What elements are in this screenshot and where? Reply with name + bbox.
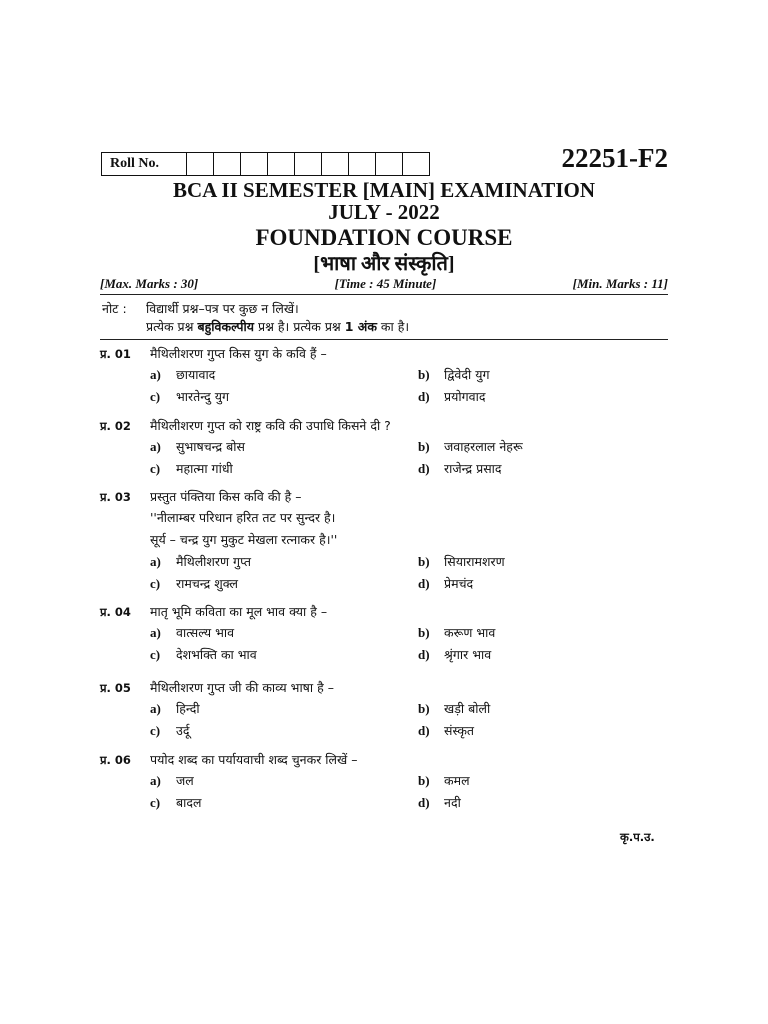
question-text: मैथिलीशरण गुप्त किस युग के कवि हैं – <box>150 346 327 361</box>
note-line-2: प्रत्येक प्रश्न बहुविकल्पीय प्रश्न है। प्रत्येक प्रश्न 1 अंक का है। <box>146 319 410 334</box>
question-number: प्र. 05 <box>100 681 131 695</box>
roll-number-cell <box>214 153 241 175</box>
option-d: d) प्रयोगवाद <box>418 389 486 404</box>
question-text: मैथिलीशरण गुप्त को राष्ट्र कवि की उपाधि किसने दी ? <box>150 418 391 433</box>
note-line-1: विद्यार्थी प्रश्न–पत्र पर कुछ न लिखें। <box>146 301 299 316</box>
quoted-verse-line: ''नीलाम्बर परिधान हरित तट पर सुन्दर है। <box>150 510 336 525</box>
roll-number-cell <box>241 153 268 175</box>
please-turn-over: कृ.प.उ. <box>620 830 655 844</box>
question-number: प्र. 01 <box>100 347 131 361</box>
question-text: मातृ भूमि कविता का मूल भाव क्या है – <box>150 604 328 619</box>
option-a: a) मैथिलीशरण गुप्त <box>150 554 252 569</box>
exam-title: BCA II SEMESTER [MAIN] EXAMINATION <box>173 178 595 202</box>
question-5 <box>100 678 668 741</box>
question-number: प्र. 02 <box>100 419 131 433</box>
option-c: c) उर्दू <box>150 723 190 738</box>
roll-number-cell <box>322 153 349 175</box>
roll-number-label: Roll No. <box>102 153 187 175</box>
option-b: b) करूण भाव <box>418 625 496 640</box>
option-a: a) जल <box>150 773 194 788</box>
roll-number-cell <box>295 153 322 175</box>
min-marks: [Min. Marks : 11] <box>572 276 668 291</box>
question-1 <box>100 344 668 407</box>
time-limit: [Time : 45 Minute] <box>334 276 437 291</box>
option-c: c) देशभक्ति का भाव <box>150 647 257 662</box>
subject-title: [भाषा और संस्कृति] <box>313 253 455 275</box>
divider <box>100 294 668 295</box>
option-b: b) द्विवेदी युग <box>418 367 490 382</box>
marks-row <box>100 276 668 292</box>
option-c: c) महात्मा गांधी <box>150 461 233 476</box>
option-d: d) प्रेमचंद <box>418 576 474 591</box>
roll-number-cell <box>376 153 403 175</box>
paper-code: 22251-F2 <box>561 143 668 173</box>
option-d: d) नदी <box>418 795 461 810</box>
max-marks: [Max. Marks : 30] <box>100 276 199 291</box>
question-text: मैथिलीशरण गुप्त जी की काव्य भाषा है – <box>150 680 334 695</box>
option-a: a) छायावाद <box>150 367 216 382</box>
option-c: c) बादल <box>150 795 202 810</box>
divider <box>100 339 668 340</box>
question-number: प्र. 03 <box>100 490 131 504</box>
note-label: नोट : <box>102 301 127 316</box>
course-title: FOUNDATION COURSE <box>255 225 513 250</box>
roll-number-cell <box>187 153 214 175</box>
question-number: प्र. 06 <box>100 753 131 767</box>
roll-number-cell <box>268 153 295 175</box>
option-c: c) भारतेन्दु युग <box>150 389 230 404</box>
quoted-verse-line: सूर्य – चन्द्र युग मुकुट मेखला रत्नाकर है।'' <box>150 532 338 547</box>
question-text: प्रस्तुत पंक्तिया किस कवि की है – <box>150 489 302 504</box>
instructions-note <box>102 300 409 336</box>
option-d: d) संस्कृत <box>418 723 475 738</box>
option-a: a) हिन्दी <box>150 701 200 716</box>
option-d: d) राजेन्द्र प्रसाद <box>418 461 502 476</box>
question-4 <box>100 602 668 665</box>
roll-number-cell <box>403 153 429 175</box>
option-b: b) कमल <box>418 773 470 788</box>
option-b: b) खड़ी बोली <box>418 701 491 716</box>
option-a: a) सुभाषचन्द्र बोस <box>150 439 245 454</box>
option-b: b) सियारामशरण <box>418 554 505 569</box>
option-b: b) जवाहरलाल नेहरू <box>418 439 523 454</box>
question-3 <box>100 487 668 594</box>
option-c: c) रामचन्द्र शुक्ल <box>150 576 239 591</box>
question-6 <box>100 750 668 813</box>
question-number: प्र. 04 <box>100 605 131 619</box>
roll-number-box <box>101 152 430 176</box>
question-text: पयोद शब्द का पर्यायवाची शब्द चुनकर लिखें – <box>150 752 358 767</box>
question-2 <box>100 416 668 479</box>
roll-number-cell <box>349 153 376 175</box>
option-a: a) वात्सल्य भाव <box>150 625 235 640</box>
exam-session: JULY - 2022 <box>328 200 440 224</box>
option-d: d) श्रृंगार भाव <box>418 647 492 662</box>
